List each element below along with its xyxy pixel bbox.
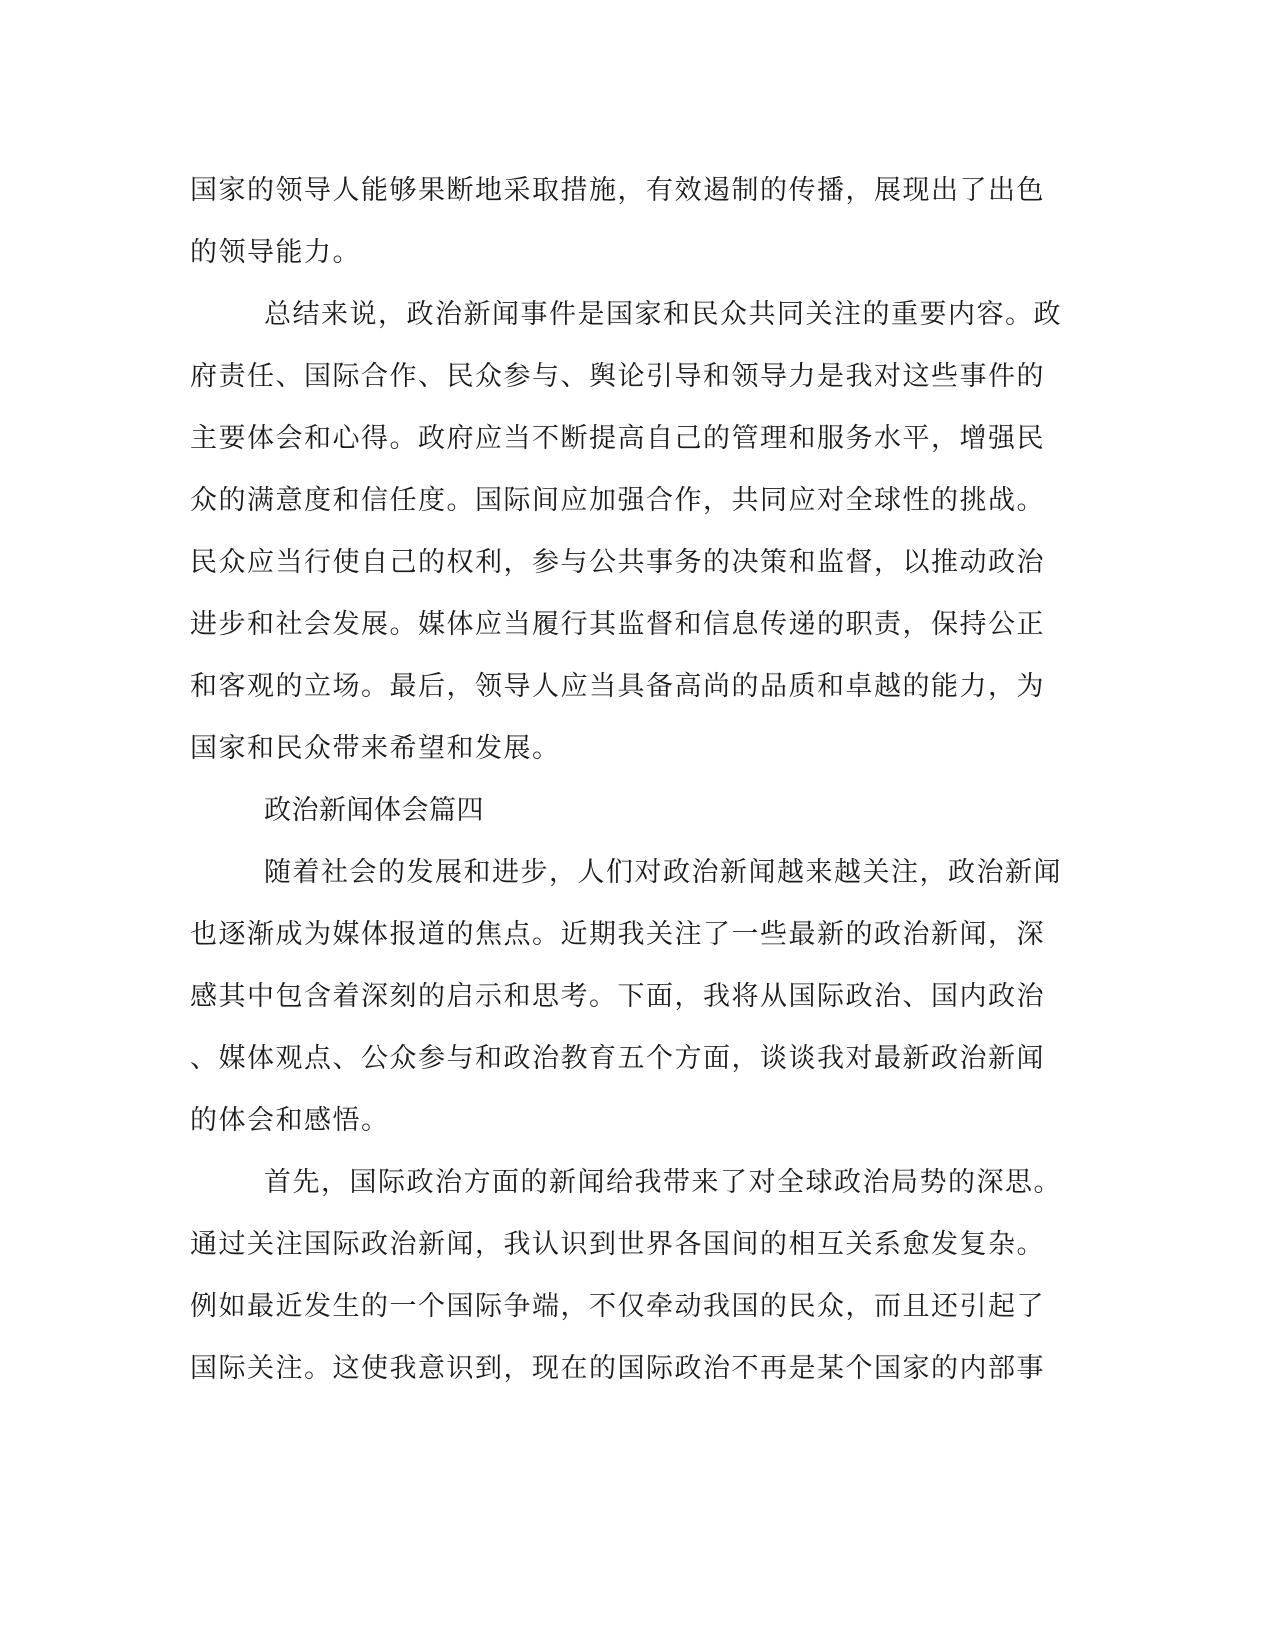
text-line: 感其中包含着深刻的启示和思考。下面，我将从国际政治、国内政治	[190, 981, 1045, 1012]
text-line: 的领导能力。	[190, 237, 361, 268]
text-line: 国际关注。这使我意识到，现在的国际政治不再是某个国家的内部事	[190, 1353, 1045, 1384]
text-line: 进步和社会发展。媒体应当履行其监督和信息传递的职责，保持公正	[190, 609, 1045, 640]
text-line: 通过关注国际政治新闻，我认识到世界各国间的相互关系愈发复杂。	[190, 1229, 1045, 1260]
text-line: 例如最近发生的一个国际争端，不仅牵动我国的民众，而且还引起了	[190, 1291, 1045, 1322]
section-heading: 政治新闻体会篇四	[264, 795, 484, 826]
text-line: 众的满意度和信任度。国际间应加强合作，共同应对全球性的挑战。	[190, 485, 1045, 516]
text-line: 随着社会的发展和进步，人们对政治新闻越来越关注，政治新闻	[264, 857, 1062, 888]
text-line: 也逐渐成为媒体报道的焦点。近期我关注了一些最新的政治新闻，深	[190, 919, 1045, 950]
document-page	[190, 160, 1085, 1400]
paragraph-3	[190, 842, 1085, 1152]
text-line: 、媒体观点、公众参与和政治教育五个方面，谈谈我对最新政治新闻	[190, 1043, 1045, 1074]
text-line: 首先，国际政治方面的新闻给我带来了对全球政治局势的深思。	[264, 1167, 1062, 1198]
paragraph-2	[190, 284, 1085, 780]
text-line: 的体会和感悟。	[190, 1105, 390, 1136]
text-line: 国家的领导人能够果断地采取措施，有效遏制的传播，展现出了出色	[190, 175, 1045, 206]
text-line: 主要体会和心得。政府应当不断提高自己的管理和服务水平，增强民	[190, 423, 1045, 454]
text-line: 府责任、国际合作、民众参与、舆论引导和领导力是我对这些事件的	[190, 361, 1045, 392]
text-line: 国家和民众带来希望和发展。	[190, 733, 561, 764]
text-line: 和客观的立场。最后，领导人应当具备高尚的品质和卓越的能力，为	[190, 671, 1045, 702]
text-line: 总结来说，政治新闻事件是国家和民众共同关注的重要内容。政	[264, 299, 1062, 330]
text-line: 民众应当行使自己的权利，参与公共事务的决策和监督，以推动政治	[190, 547, 1045, 578]
paragraph-1	[190, 160, 1085, 284]
paragraph-4	[190, 1152, 1085, 1400]
